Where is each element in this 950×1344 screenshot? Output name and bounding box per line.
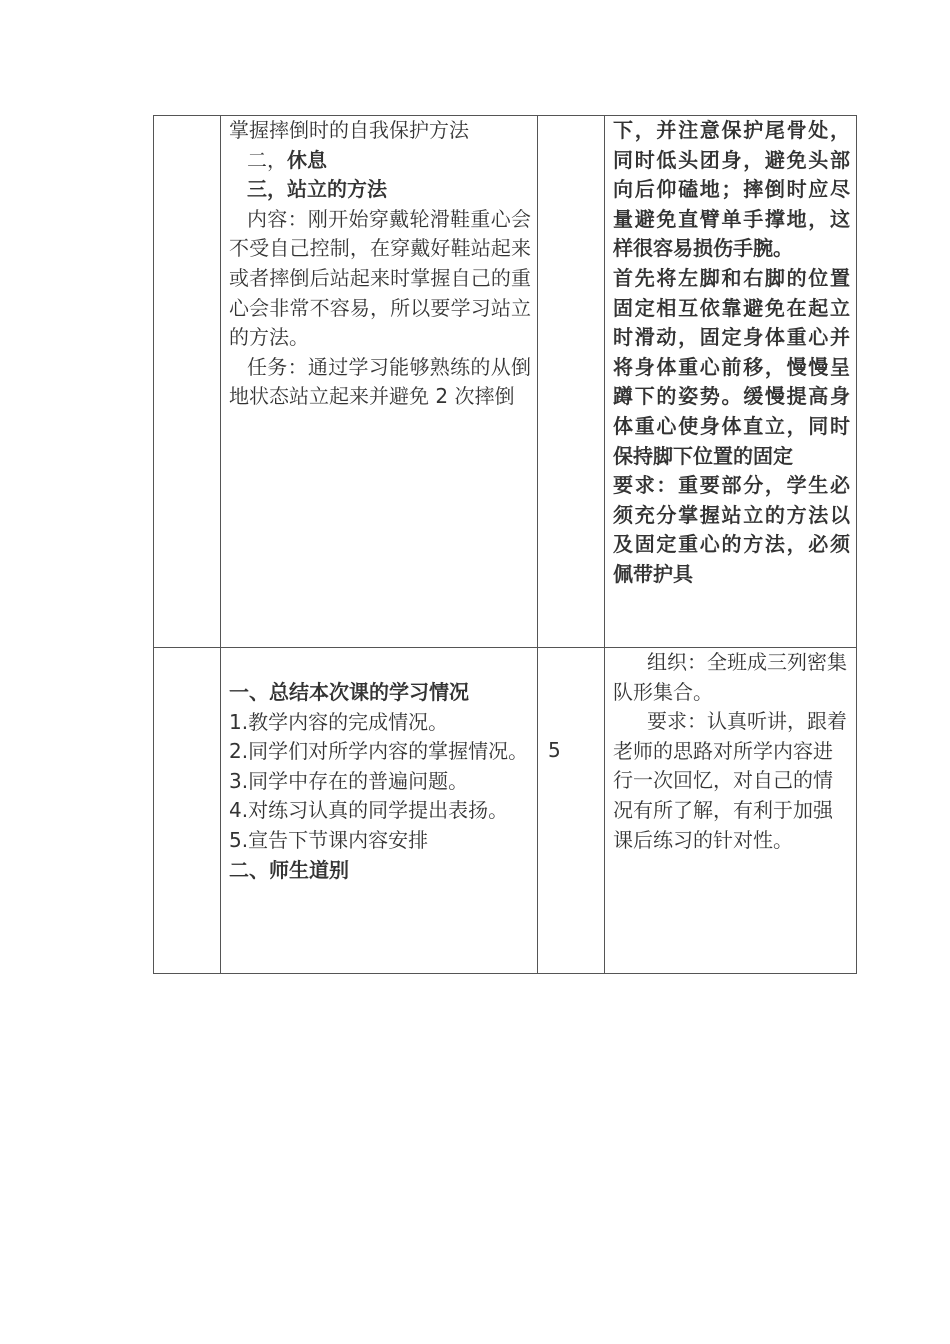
summary-item: 3.同学中存在的普遍问题。 [229, 768, 469, 793]
summary-item: 4.对练习认真的同学提出表扬。 [229, 798, 509, 823]
protection-paragraph: 下，并注意保护尾骨处，同时低头团身，避免头部向后仰磕地；摔倒时应尽量避免直臂单手撑地，这样很容易损伤手腕。 [613, 118, 850, 261]
summary-item: 2.同学们对所学内容的掌握情况。 [229, 739, 529, 764]
phase-cell [154, 116, 221, 648]
summary-item: 1.教学内容的完成情况。 [229, 709, 449, 734]
table-row-summary [154, 648, 857, 974]
task-paragraph: 任务：通过学习能够熟练的从倒地状态站立起来并避免 2 次摔倒 [229, 354, 531, 409]
standing-steps-paragraph: 首先将左脚和右脚的位置固定相互依靠避免在起立时滑动，固定身体重心并将身体重心前移，慢慢呈蹲下的姿势。缓慢提高身体重心使身体直立，同时保持脚下位置的固定 [613, 265, 850, 468]
time-value: 5 [548, 738, 561, 762]
farewell-heading: 二、师生道别 [229, 857, 349, 882]
lesson-plan-table [153, 115, 857, 974]
content-cell [221, 116, 538, 648]
time-cell [538, 116, 605, 648]
rest-heading: 休息 [287, 147, 327, 172]
self-protection-line: 掌握摔倒时的自我保护方法 [229, 118, 469, 142]
method-cell [605, 648, 857, 974]
requirement-paragraph: 要求：认真听讲，跟着老师的思路对所学内容进行一次回忆，对自己的情况有所了解，有利于加强课后练习的针对性。 [613, 709, 847, 852]
method-cell [605, 116, 857, 648]
standing-method-heading: 三，站立的方法 [247, 177, 387, 202]
organization-paragraph: 组织：全班成三列密集队形集合。 [613, 650, 847, 704]
rest-prefix: 二， [247, 147, 287, 172]
table-row-standing [154, 116, 857, 648]
requirement-paragraph: 要求：重要部分，学生必须充分掌握站立的方法以及固定重心的方法，必须佩带护具 [613, 473, 850, 586]
summary-item: 5.宣告下节课内容安排 [229, 827, 429, 852]
content-paragraph: 内容：刚开始穿戴轮滑鞋重心会不受自己控制，在穿戴好鞋站起来或者摔倒后站起来时掌握自己的重心会非常不容易，所以要学习站立的方法。 [229, 206, 531, 350]
phase-cell [154, 648, 221, 974]
rest-line [229, 146, 531, 176]
content-cell [221, 648, 538, 974]
time-cell [538, 648, 605, 974]
summary-heading: 一、总结本次课的学习情况 [229, 680, 469, 704]
